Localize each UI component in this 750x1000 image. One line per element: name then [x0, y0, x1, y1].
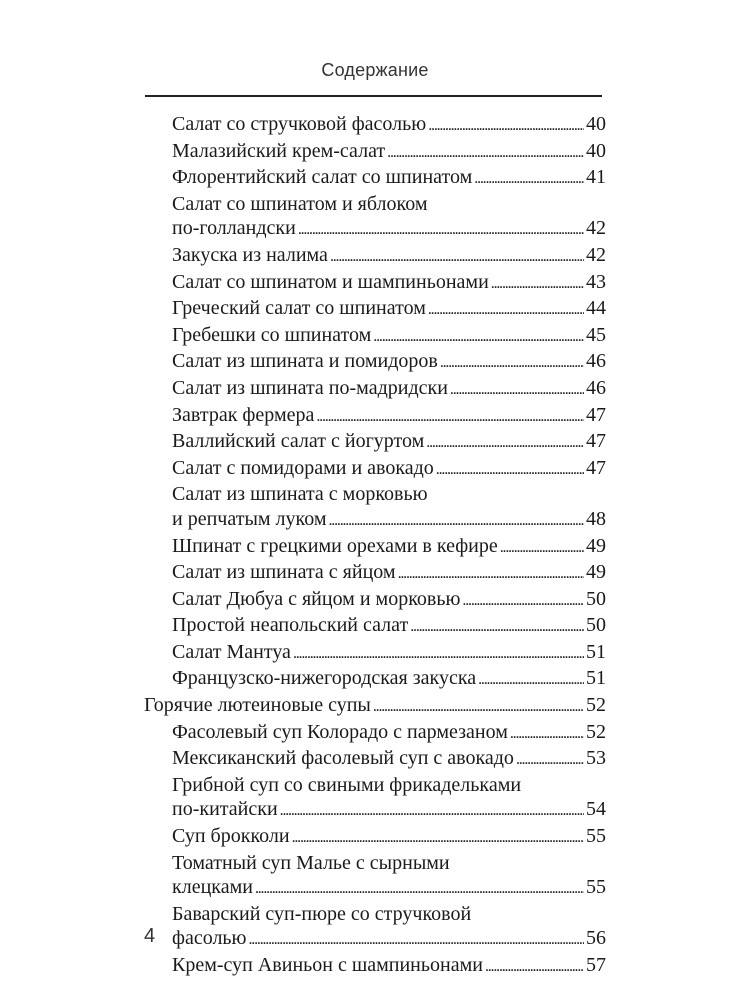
toc-title: Фасолевый суп Колорадо с пармезаном [172, 720, 508, 743]
toc-page-number: 50 [586, 614, 606, 637]
toc-page-number: 53 [586, 747, 606, 770]
toc-entry [172, 323, 606, 350]
dot-leader [387, 141, 584, 166]
toc-page-number: 50 [586, 587, 606, 610]
dot-leader [410, 615, 584, 640]
toc-page-number: 42 [586, 243, 606, 266]
toc-row [172, 403, 606, 430]
toc-entry [172, 243, 606, 270]
table-of-contents [0, 112, 750, 980]
toc-title: Салат из шпината с яйцом [172, 561, 396, 584]
toc-title: и репчатым луком [172, 507, 327, 530]
toc-title-line: Томатный суп Малье с сырными [172, 851, 450, 874]
toc-row [172, 456, 606, 483]
toc-title: Салат Мантуа [172, 640, 291, 663]
dot-leader [398, 562, 584, 587]
toc-entry [172, 403, 606, 430]
toc-page-number: 54 [586, 798, 606, 821]
dot-leader [280, 799, 584, 824]
dot-leader [440, 351, 584, 376]
dot-leader [292, 826, 584, 851]
toc-row [172, 824, 606, 851]
toc-row [172, 216, 606, 243]
toc-title: Гребешки со шпинатом [172, 323, 372, 346]
dot-leader [478, 668, 584, 693]
toc-title-line: Баварский суп-пюре со стручковой [172, 902, 472, 925]
dot-leader [516, 748, 584, 773]
toc-title-line: Грибной суп со свиными фрикадельками [172, 773, 522, 796]
toc-title: Шпинат с грецкими орехами в кефире [172, 534, 498, 557]
toc-page-number: 40 [586, 113, 606, 135]
dot-leader [426, 431, 584, 456]
toc-entry [172, 139, 606, 166]
toc-entry [172, 953, 606, 980]
toc-title: клецками [172, 876, 253, 899]
toc-title: Мексиканский фасолевый суп с авокадо [172, 747, 514, 770]
running-header: Содержание [321, 60, 429, 80]
toc-page-number: 56 [586, 927, 606, 950]
toc-entry [172, 666, 606, 693]
dot-leader [491, 272, 584, 297]
toc-entry [172, 720, 606, 747]
toc-entry [172, 773, 606, 824]
toc-row [172, 587, 606, 614]
toc-page-number: 47 [586, 456, 606, 479]
dot-leader [462, 589, 584, 614]
toc-title: Горячие лютеиновые супы [144, 694, 371, 717]
toc-page-number: 49 [586, 534, 606, 557]
dot-leader [249, 928, 585, 953]
toc-entry [172, 534, 606, 561]
toc-entry [172, 192, 606, 243]
toc-page-number: 48 [586, 507, 606, 530]
toc-page-number: 41 [586, 166, 606, 189]
toc-title: Салат из шпината по-мадридски [172, 376, 448, 399]
toc-title: по-голландски [172, 217, 296, 240]
toc-page-number: 40 [586, 139, 606, 162]
toc-page-number: 52 [586, 720, 606, 743]
toc-title: по-китайски [172, 798, 278, 821]
toc-row [172, 926, 606, 953]
toc-title: Малазийский крем-салат [172, 139, 386, 162]
toc-row [172, 875, 606, 902]
toc-title: Салат со шпинатом и шампиньонами [172, 270, 489, 293]
toc-entry [172, 349, 606, 376]
toc-page-number: 57 [586, 954, 606, 976]
toc-title-line: Салат со шпинатом и яблоком [172, 192, 428, 215]
toc-entry [172, 824, 606, 851]
dot-leader [298, 218, 584, 243]
dot-leader [450, 378, 584, 403]
dot-leader [436, 458, 584, 483]
toc-row [172, 534, 606, 561]
toc-section-entry [144, 693, 606, 720]
dot-leader [329, 509, 585, 534]
toc-entry [172, 456, 606, 483]
toc-title: Салат с помидорами и авокадо [172, 456, 434, 479]
toc-entry [172, 165, 606, 192]
dot-leader [293, 642, 584, 667]
toc-row [172, 112, 606, 139]
toc-row [172, 746, 606, 773]
toc-row [172, 720, 606, 747]
toc-entry [172, 482, 606, 533]
toc-entry [172, 902, 606, 953]
dot-leader [316, 405, 584, 430]
page-number: 4 [144, 925, 156, 947]
toc-row [172, 640, 606, 667]
toc-title: Салат со стручковой фасолью [172, 113, 427, 135]
toc-row [172, 376, 606, 403]
toc-page-number: 45 [586, 323, 606, 346]
toc-title: Закуска из налима [172, 243, 328, 266]
toc-entry [172, 587, 606, 614]
toc-row [172, 429, 606, 456]
toc-row [172, 666, 606, 693]
dot-leader [373, 325, 584, 350]
toc-row [172, 165, 606, 192]
dot-leader [500, 536, 584, 561]
toc-page-number: 44 [586, 297, 606, 320]
toc-page-number: 49 [586, 561, 606, 584]
toc-row [172, 323, 606, 350]
toc-row [172, 296, 606, 323]
toc-entry [172, 560, 606, 587]
dot-leader [330, 245, 584, 270]
toc-row [172, 560, 606, 587]
toc-page-number: 42 [586, 217, 606, 240]
toc-row [172, 243, 606, 270]
toc-entry [172, 112, 606, 139]
toc-row [172, 349, 606, 376]
toc-title: Завтрак фермера [172, 403, 315, 426]
toc-entry [172, 851, 606, 902]
toc-row [172, 613, 606, 640]
toc-page-number: 52 [586, 694, 606, 717]
toc-entry [172, 376, 606, 403]
toc-title: Суп брокколи [172, 825, 290, 848]
toc-entry [172, 746, 606, 773]
dot-leader [428, 114, 584, 139]
toc-title: Простой неапольский салат [172, 614, 409, 637]
toc-row [172, 139, 606, 166]
toc-title: Французско-нижегородская закуска [172, 667, 477, 690]
toc-row [144, 693, 606, 720]
toc-title: Греческий салат со шпинатом [172, 297, 426, 320]
toc-entry [172, 270, 606, 297]
toc-entry [172, 613, 606, 640]
toc-title: Салат из шпината и помидоров [172, 350, 438, 373]
toc-row [172, 953, 606, 980]
dot-leader [510, 722, 584, 747]
toc-entry [172, 429, 606, 456]
dot-leader [373, 695, 584, 720]
toc-page-number: 46 [586, 376, 606, 399]
toc-page-number: 51 [586, 640, 606, 663]
toc-entry [172, 640, 606, 667]
toc-page-number: 46 [586, 350, 606, 373]
toc-page-number: 43 [586, 270, 606, 293]
dot-leader [474, 167, 584, 192]
toc-title: фасолью [172, 927, 247, 950]
dot-leader [255, 877, 584, 902]
toc-page-number: 47 [586, 430, 606, 453]
toc-title: Крем-суп Авиньон с шампиньонами [172, 954, 483, 976]
toc-page-number: 55 [586, 825, 606, 848]
toc-title: Флорентийский салат со шпинатом [172, 166, 473, 189]
toc-title: Валлийский салат с йогуртом [172, 430, 425, 453]
toc-title-line: Салат из шпината с морковью [172, 483, 428, 506]
toc-page-number: 47 [586, 403, 606, 426]
toc-row [172, 797, 606, 824]
toc-title: Салат Дюбуа с яйцом и морковью [172, 587, 461, 610]
toc-entry [172, 296, 606, 323]
dot-leader [485, 955, 584, 980]
toc-page-number: 55 [586, 876, 606, 899]
toc-row [172, 507, 606, 534]
dot-leader [428, 298, 584, 323]
toc-row [172, 270, 606, 297]
header-rule [145, 95, 602, 97]
toc-page-number: 51 [586, 667, 606, 690]
